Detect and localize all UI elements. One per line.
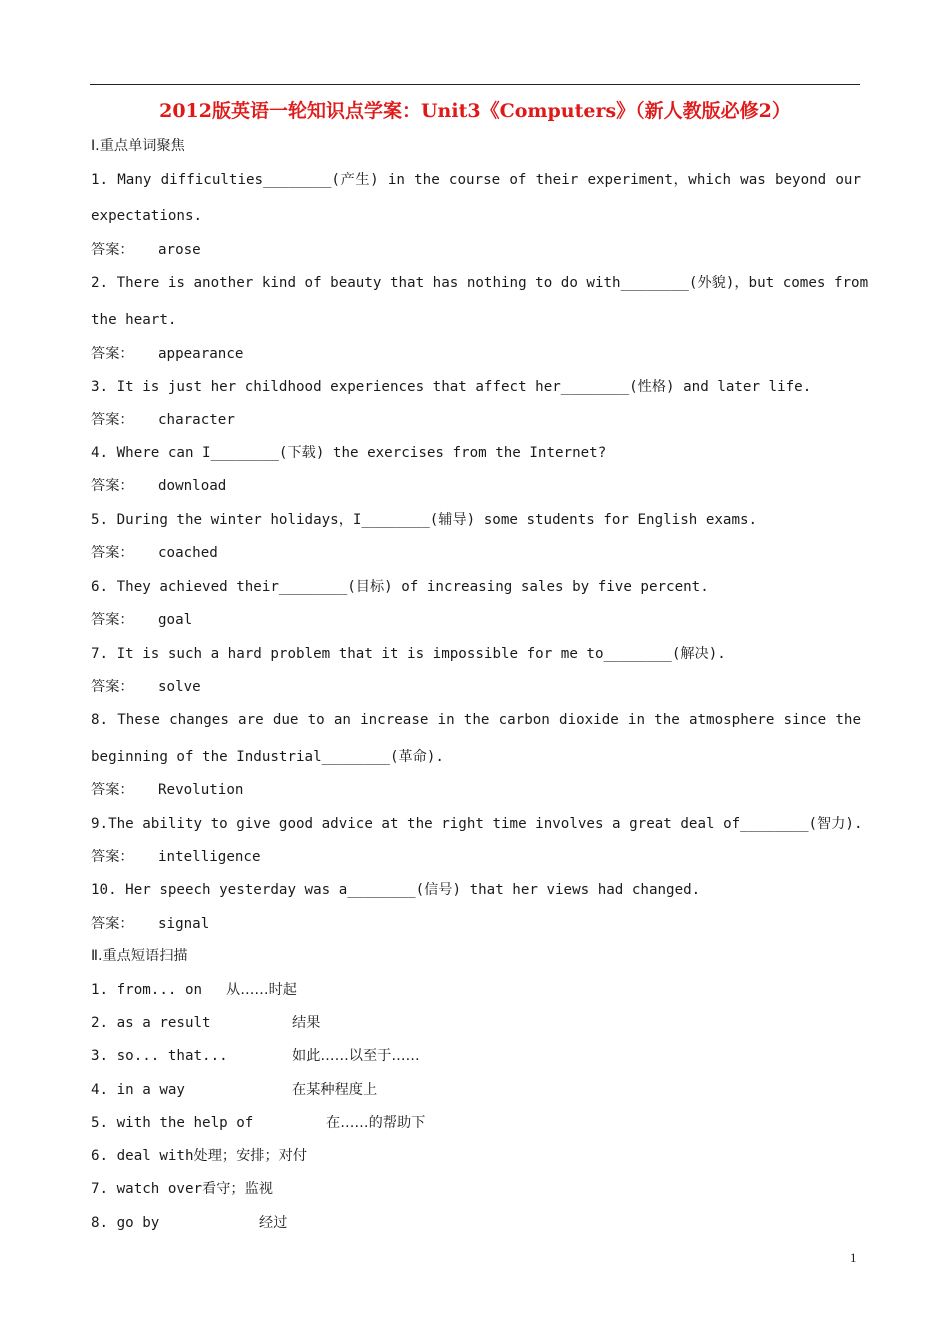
- answer-value: arose: [158, 242, 201, 258]
- question-line-continued: the heart.: [91, 312, 177, 328]
- answer-label: 答案：: [91, 412, 134, 428]
- phrase-meaning: 结果: [292, 1015, 321, 1031]
- phrase-row: [91, 1214, 861, 1232]
- section-heading-vocabulary: Ⅰ.重点单词聚焦: [91, 138, 185, 154]
- answer-value: solve: [158, 679, 201, 695]
- phrase-term: 6. deal with: [91, 1148, 194, 1164]
- phrase-row: [91, 1014, 861, 1032]
- answer-value: character: [158, 412, 235, 428]
- answer-label: 答案：: [91, 916, 134, 932]
- section-heading-phrases: Ⅱ.重点短语扫描: [91, 948, 188, 964]
- answer-row: [91, 915, 861, 933]
- answer-label: 答案：: [91, 679, 134, 695]
- header-rule: [90, 84, 860, 85]
- question-line: 3. It is just her childhood experiences that affect her________(性格) and later life.: [91, 379, 812, 395]
- phrase-meaning: 经过: [259, 1215, 288, 1231]
- phrase-meaning: 如此……以至于……: [292, 1048, 420, 1064]
- answer-value: coached: [158, 545, 218, 561]
- phrase-row: [91, 981, 861, 999]
- answer-row: [91, 241, 861, 259]
- phrase-row: [91, 1081, 861, 1099]
- answer-row: [91, 848, 861, 866]
- phrase-meaning: 处理；安排；对付: [193, 1148, 308, 1164]
- question-line: 4. Where can I________(下载) the exercises from the Internet?: [91, 445, 607, 461]
- question-line: 10. Her speech yesterday was a________(信号) that her views had changed.: [91, 882, 701, 898]
- answer-label: 答案：: [91, 242, 134, 258]
- phrase-term: 5. with the help of: [91, 1115, 254, 1131]
- question-line-continued: beginning of the Industrial________(革命).: [91, 749, 444, 765]
- document-title: 2012版英语一轮知识点学案：Unit3《Computers》（新人教版必修2）: [159, 100, 791, 122]
- phrase-term: 1. from... on: [91, 982, 203, 998]
- phrase-term: 3. so... that...: [91, 1048, 228, 1064]
- answer-row: [91, 611, 861, 629]
- answer-value: Revolution: [158, 782, 244, 798]
- answer-row: [91, 544, 861, 562]
- answer-row: [91, 345, 861, 363]
- answer-label: 答案：: [91, 782, 134, 798]
- answer-value: download: [158, 478, 227, 494]
- phrase-row: [91, 1147, 861, 1165]
- answer-value: appearance: [158, 346, 244, 362]
- phrase-row: [91, 1114, 861, 1132]
- phrase-meaning: 从……时起: [226, 982, 297, 998]
- question-line: 8. These changes are due to an increase in the carbon dioxide in the atmosphere since the: [91, 712, 861, 728]
- answer-row: [91, 477, 861, 495]
- phrase-term: 2. as a result: [91, 1015, 211, 1031]
- page-number: 1: [850, 1250, 857, 1265]
- answer-label: 答案：: [91, 478, 134, 494]
- answer-row: [91, 678, 861, 696]
- answer-value: signal: [158, 916, 210, 932]
- answer-label: 答案：: [91, 545, 134, 561]
- question-line: 7. It is such a hard problem that it is impossible for me to________(解决).: [91, 646, 726, 662]
- phrase-term: 7. watch over: [91, 1181, 203, 1197]
- phrase-meaning: 在……的帮助下: [326, 1115, 426, 1131]
- question-line: 2. There is another kind of beauty that has nothing to do with________(外貌)，but comes from: [91, 275, 869, 291]
- question-line: 1. Many difficulties________(产生) in the course of their experiment，which was beyond our: [91, 172, 861, 188]
- answer-label: 答案：: [91, 612, 134, 628]
- phrase-term: 4. in a way: [91, 1082, 185, 1098]
- phrase-meaning: 在某种程度上: [292, 1082, 378, 1098]
- phrase-row: [91, 1047, 861, 1065]
- question-line-continued: expectations.: [91, 208, 203, 224]
- answer-value: goal: [158, 612, 193, 628]
- answer-value: intelligence: [158, 849, 261, 865]
- phrase-term: 8. go by: [91, 1215, 160, 1231]
- phrase-meaning: 看守；监视: [202, 1181, 273, 1197]
- question-line: 9.The ability to give good advice at the right time involves a great deal of________(智力).: [91, 816, 863, 832]
- question-line: 5. During the winter holidays，I________(辅导) some students for English exams.: [91, 512, 758, 528]
- answer-row: [91, 781, 861, 799]
- answer-label: 答案：: [91, 849, 134, 865]
- question-line: 6. They achieved their________(目标) of increasing sales by five percent.: [91, 579, 709, 595]
- answer-row: [91, 411, 861, 429]
- answer-label: 答案：: [91, 346, 134, 362]
- phrase-row: [91, 1180, 861, 1198]
